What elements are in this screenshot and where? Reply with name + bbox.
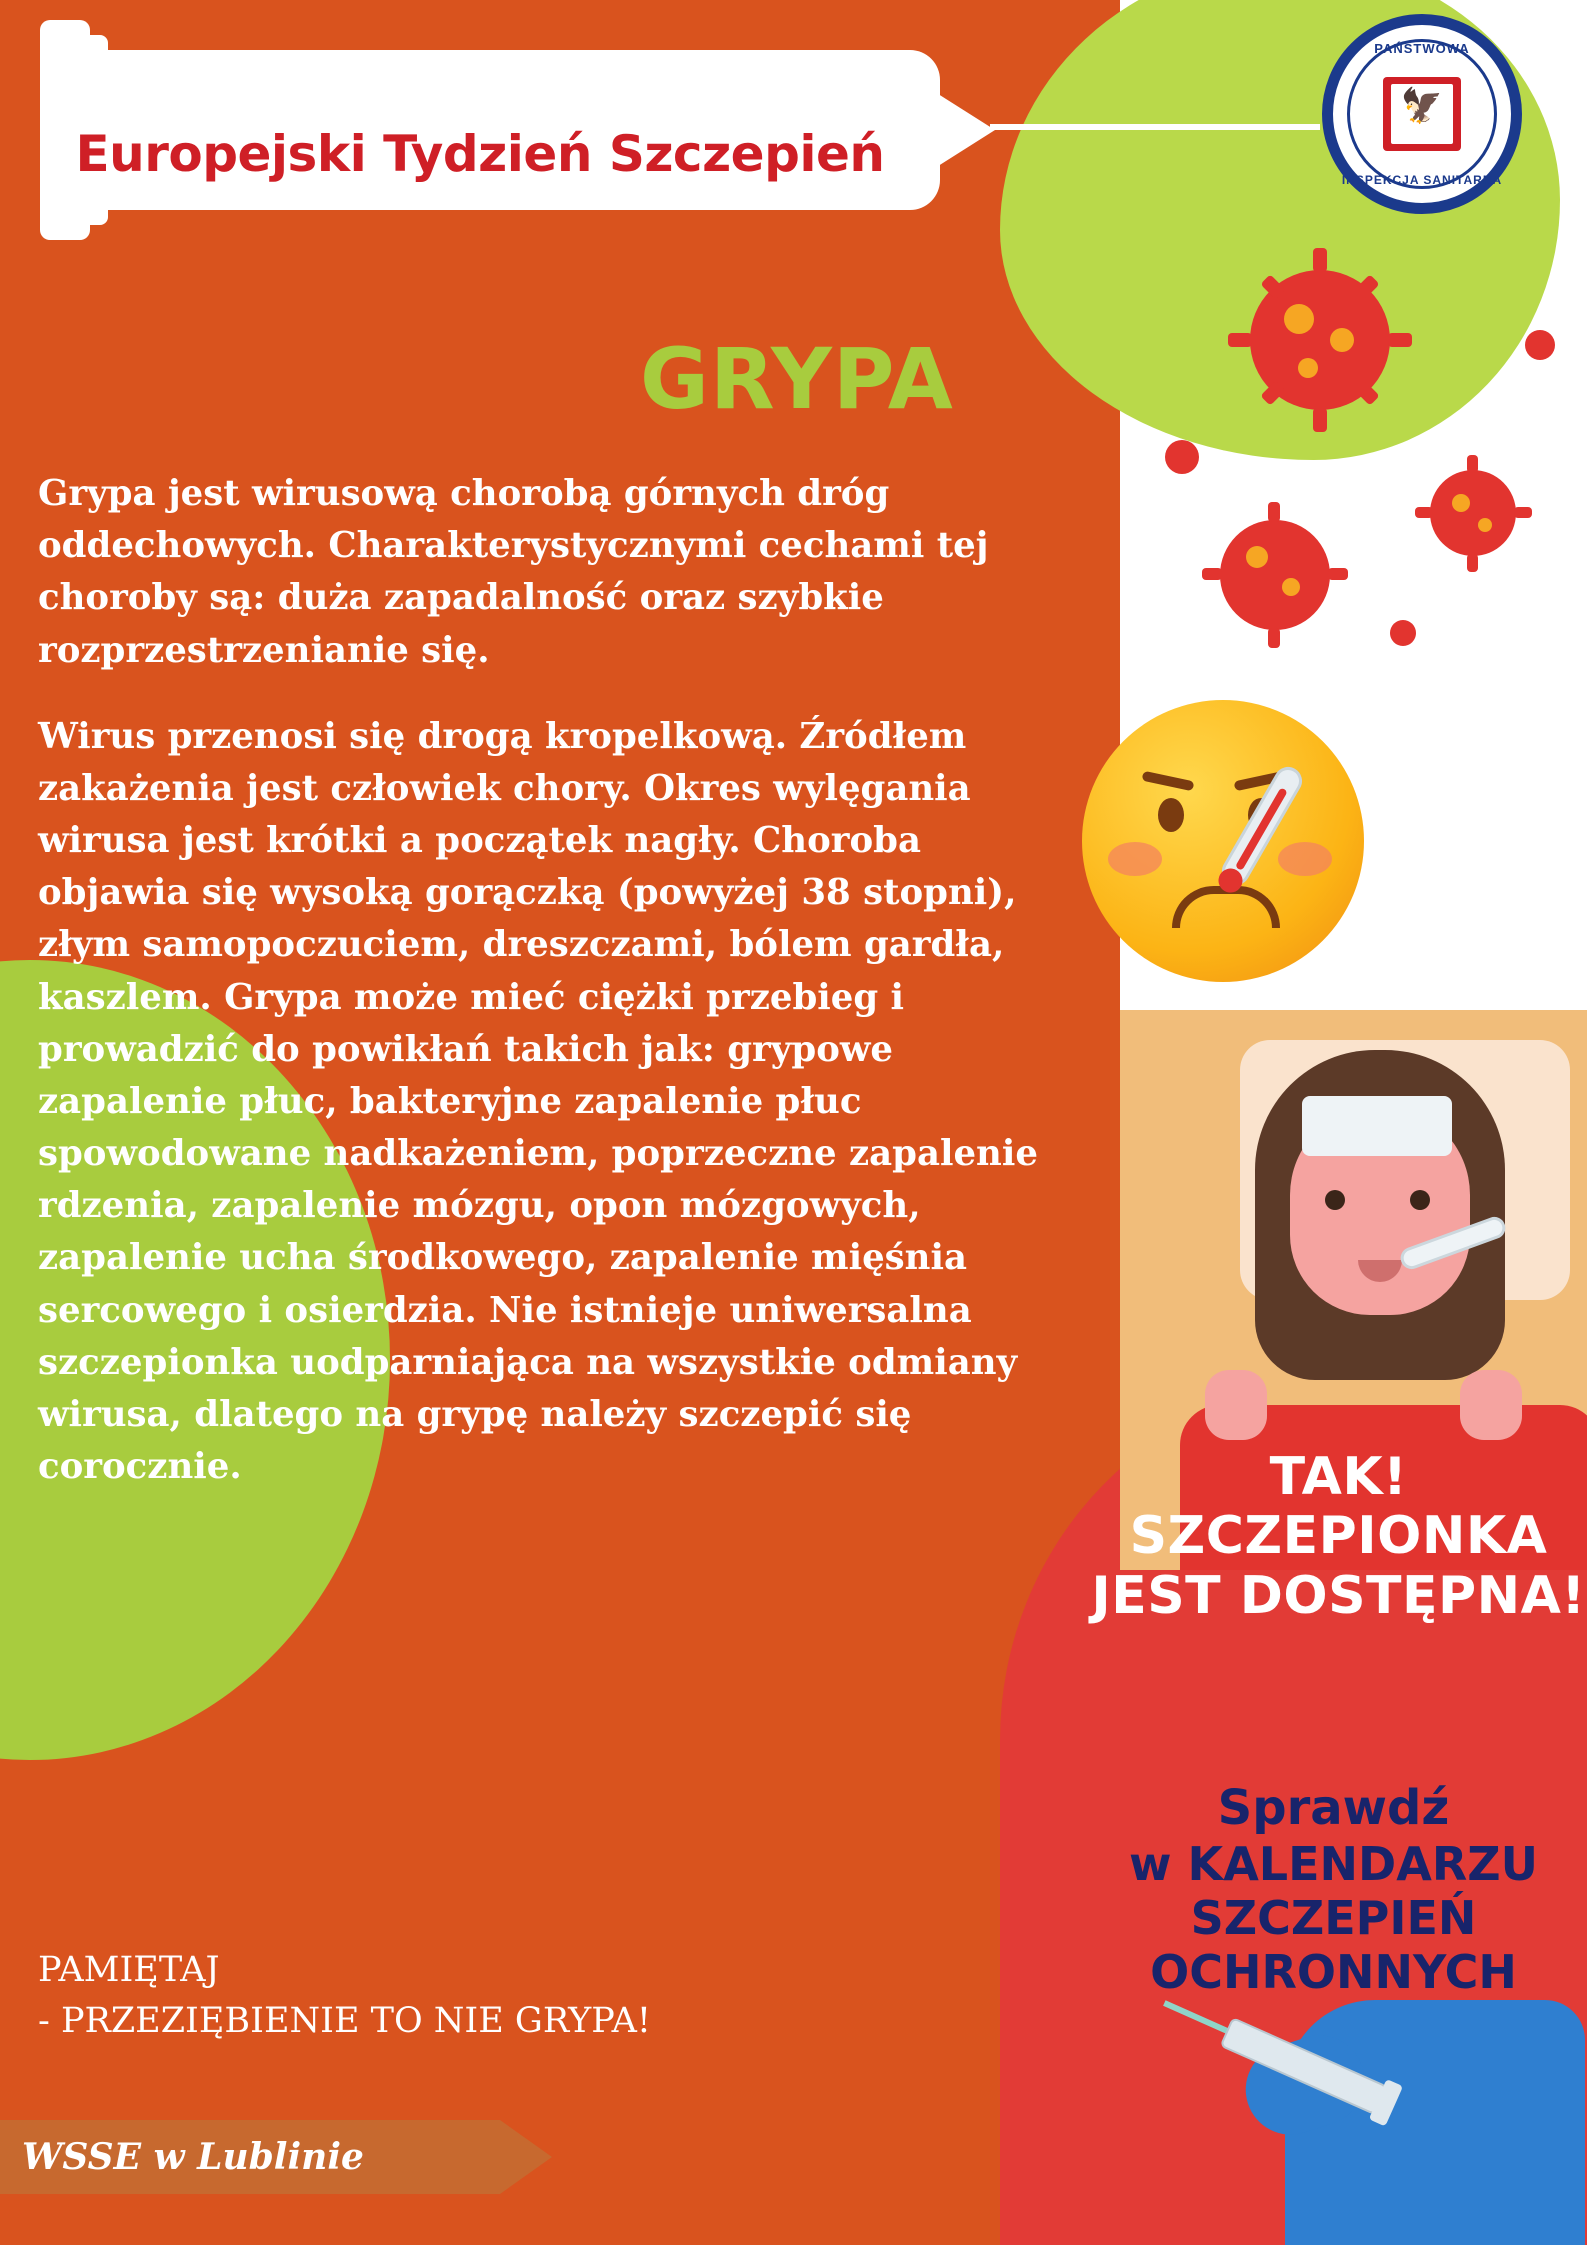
cta-line-1: Sprawdź — [1217, 1780, 1450, 1836]
virus-icon — [1250, 270, 1390, 410]
page-title: Europejski Tydzień Szczepień — [75, 125, 885, 183]
sick-face-icon — [1082, 700, 1364, 982]
callout-line-3: JEST DOSTĘPNA! — [1091, 1565, 1586, 1626]
body-copy — [38, 468, 1058, 1493]
callout-cta — [1080, 1780, 1587, 1999]
cta-line-2: w KALENDARZU — [1129, 1836, 1538, 1891]
remember-text: - PRZEZIĘBIENIE TO NIE GRYPA! — [38, 2000, 651, 2041]
logo-text-bottom: INSPEKCJA SANITARNA — [1341, 173, 1503, 187]
virus-icon — [1390, 620, 1416, 646]
paragraph-2: Wirus przenosi się drogą kropelkową. Źródłem zakażenia jest człowiek chory. Okres wylęgania wirusa jest krótki a początek nagły. Choroba objawia się wysoką gorączką (powyżej 38 stopni), złym samopoczuciem, dreszczami, bólem gardła, kaszlem. Grypa może mieć ciężki przebieg i prowadzić do powikłań takich jak: grypowe zapalenie płuc, bakteryjne zapalenie płuc spowodowane nadkażeniem, poprzeczne zapalenie rdzenia, zapalenie mózgu, opon mózgowych, zapalenie ucha środkowego, zapalenie mięśnia sercowego i osierdzia. Nie istnieje uniwersalna szczepionka uodparniająca na wszystkie odmiany wirusa, dlatego na grypę należy szczepić się corocznie. — [38, 715, 1038, 1488]
footer-source: WSSE w Lublinie — [22, 2136, 364, 2178]
remember-label: PAMIĘTAJ — [38, 1950, 220, 1990]
callout-line-1: TAK! — [1269, 1447, 1408, 1507]
virus-icon — [1165, 440, 1199, 474]
remember-block — [38, 1945, 1058, 2047]
callout-line-2: SZCZEPIONKA — [1129, 1506, 1548, 1567]
virus-icon — [1525, 330, 1555, 360]
gloved-hand-icon — [1285, 2000, 1585, 2245]
virus-icon — [1220, 520, 1330, 630]
paragraph-1: Grypa jest wirusową chorobą górnych dróg oddechowych. Charakterystycznymi cechami tej choroby są: duża zapadalność oraz szybkie rozprzestrzenianie się. — [38, 473, 989, 671]
logo-text-top: PAŃSTWOWA — [1374, 41, 1470, 56]
virus-icon — [1430, 470, 1516, 556]
cta-line-3: SZCZEPIEŃ OCHRONNYCH — [1150, 1890, 1517, 2000]
footer-ribbon-arrow — [500, 2120, 552, 2194]
sanitary-inspection-logo — [1322, 14, 1522, 214]
section-heading-grypa: GRYPA — [640, 330, 954, 428]
polish-eagle-icon: 🦅 — [1383, 77, 1461, 151]
callout-heading — [1090, 1448, 1587, 1626]
